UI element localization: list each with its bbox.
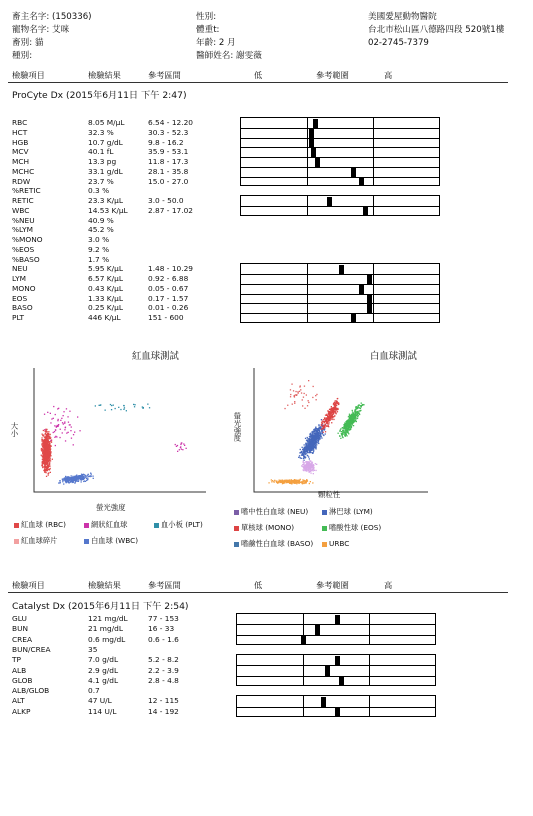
legend-label: 嗜酸性球 (EOS) bbox=[329, 523, 382, 532]
legend-swatch bbox=[14, 539, 19, 544]
col-range: 參考區間 bbox=[148, 70, 181, 80]
row-divider bbox=[241, 284, 439, 285]
test-name: %MONO bbox=[12, 235, 43, 244]
test-name: WBC bbox=[12, 205, 30, 215]
test-result: 40.9 % bbox=[88, 215, 114, 225]
legend-item bbox=[322, 539, 349, 548]
sex: 性別: bbox=[196, 12, 217, 22]
test-name: EOS bbox=[12, 293, 28, 303]
scatter-cluster bbox=[41, 429, 53, 477]
test-name: GLOB bbox=[12, 675, 33, 685]
test-name: CREA bbox=[12, 634, 33, 644]
range-bar-group bbox=[236, 613, 436, 645]
test-name: BUN bbox=[12, 624, 29, 634]
test-range: 151 - 600 bbox=[148, 313, 184, 322]
result-marker bbox=[315, 158, 320, 167]
test-range: 6.54 - 12.20 bbox=[148, 118, 193, 127]
legend-item bbox=[234, 539, 313, 548]
test-name: LYM bbox=[12, 274, 27, 283]
row-divider bbox=[237, 665, 435, 666]
range-bar-group bbox=[236, 654, 436, 686]
rbc-scatter-plot bbox=[30, 366, 208, 496]
legend-swatch bbox=[322, 526, 327, 531]
test-result: 5.95 K/µL bbox=[88, 264, 123, 274]
legend-item bbox=[322, 507, 373, 516]
col-range-2: 參考區間 bbox=[148, 580, 181, 590]
procyte-title: ProCyte Dx (2015年6月11日 下午 2:47) bbox=[12, 90, 187, 101]
legend-item bbox=[234, 507, 308, 516]
test-result: 1.33 K/µL bbox=[88, 293, 123, 303]
legend-item bbox=[322, 523, 381, 532]
legend-item bbox=[84, 520, 127, 529]
row-divider bbox=[237, 676, 435, 677]
species: 畜別: 貓 bbox=[12, 38, 44, 48]
owner-name: 畜主名字: (150336) bbox=[12, 12, 92, 22]
test-range: 30.3 - 52.3 bbox=[148, 127, 189, 137]
plot-axes bbox=[34, 368, 206, 492]
test-result: 114 U/L bbox=[88, 706, 117, 716]
test-result: 45.2 % bbox=[88, 225, 114, 235]
test-range: 28.1 - 35.8 bbox=[148, 166, 189, 176]
col-high-2: 高 bbox=[384, 580, 393, 590]
rbc-plot-title: 紅血球測試 bbox=[132, 351, 179, 362]
test-name: RDW bbox=[12, 176, 31, 186]
legend-label: 網狀紅血球 bbox=[91, 520, 128, 529]
test-name: %LYM bbox=[12, 225, 34, 235]
test-name: PLT bbox=[12, 313, 25, 322]
test-range: 14 - 192 bbox=[148, 706, 179, 716]
legend-swatch bbox=[84, 539, 89, 544]
result-marker bbox=[321, 697, 326, 706]
test-result: 13.3 pg bbox=[88, 157, 117, 166]
test-result: 10.7 g/dL bbox=[88, 137, 123, 147]
range-bar-group bbox=[240, 263, 440, 323]
legend-swatch bbox=[234, 510, 239, 515]
legend-swatch bbox=[84, 523, 89, 528]
legend-swatch bbox=[234, 542, 239, 547]
test-range: 9.8 - 16.2 bbox=[148, 137, 184, 147]
row-divider bbox=[241, 147, 439, 148]
legend-label: 單核球 (MONO) bbox=[241, 523, 295, 532]
test-range: 16 - 33 bbox=[148, 624, 175, 634]
result-marker bbox=[359, 178, 364, 187]
row-divider bbox=[241, 177, 439, 178]
test-range: 2.87 - 17.02 bbox=[148, 205, 193, 215]
legend-label: 血小板 (PLT) bbox=[161, 520, 203, 529]
scatter-cluster bbox=[321, 398, 340, 433]
test-result: 3.0 % bbox=[88, 235, 110, 244]
test-name: ALKP bbox=[12, 706, 31, 716]
scatter-cluster bbox=[44, 406, 81, 446]
test-result: 32.3 % bbox=[88, 127, 114, 137]
result-marker bbox=[351, 168, 356, 177]
result-marker bbox=[367, 304, 372, 313]
row-divider bbox=[241, 167, 439, 168]
test-result: 23.7 % bbox=[88, 176, 114, 186]
test-range: 0.92 - 6.88 bbox=[148, 274, 189, 283]
test-name: GLU bbox=[12, 614, 27, 623]
legend-label: 嗜中性白血球 (NEU) bbox=[241, 507, 309, 516]
result-marker bbox=[315, 625, 320, 634]
test-result: 1.7 % bbox=[88, 254, 110, 264]
col-low-2: 低 bbox=[254, 580, 263, 590]
row-divider bbox=[241, 294, 439, 295]
test-result: 0.3 % bbox=[88, 186, 110, 196]
scatter-cluster bbox=[284, 380, 317, 409]
test-result: 446 K/µL bbox=[88, 313, 121, 322]
test-result: 35 bbox=[88, 644, 98, 654]
col-result: 檢驗結果 bbox=[88, 70, 121, 80]
row-divider bbox=[241, 303, 439, 304]
result-marker bbox=[359, 285, 364, 294]
test-result: 0.6 mg/dL bbox=[88, 634, 126, 644]
legend-swatch bbox=[322, 510, 327, 515]
result-marker bbox=[335, 656, 340, 665]
legend-label: 白血球 (WBC) bbox=[91, 536, 139, 545]
wbc-ylabel: 螢光強度 bbox=[233, 412, 242, 442]
row-divider bbox=[241, 274, 439, 275]
plot-axes bbox=[254, 368, 428, 492]
col-ref-2: 參考範圍 bbox=[316, 580, 349, 590]
clinic-address: 台北市松山區八德路四段 520號1樓 bbox=[368, 25, 505, 35]
test-result: 2.9 g/dL bbox=[88, 665, 119, 675]
col-item: 檢驗項目 bbox=[12, 70, 45, 80]
test-name: BUN/CREA bbox=[12, 644, 51, 654]
clinic-phone: 02-2745-7379 bbox=[368, 38, 429, 48]
catalyst-title: Catalyst Dx (2015年6月11日 下午 2:54) bbox=[12, 601, 189, 612]
test-result: 14.53 K/µL bbox=[88, 205, 128, 215]
wbc-scatter-plot bbox=[250, 366, 430, 496]
test-range: 0.17 - 1.57 bbox=[148, 293, 189, 303]
test-range: 11.8 - 17.3 bbox=[148, 157, 189, 166]
test-range: 2.8 - 4.8 bbox=[148, 675, 179, 685]
legend-swatch bbox=[14, 523, 19, 528]
result-marker bbox=[367, 295, 372, 304]
test-result: 33.1 g/dL bbox=[88, 166, 123, 176]
range-bar-group bbox=[240, 195, 440, 216]
row-divider bbox=[241, 128, 439, 129]
test-name: ALB bbox=[12, 665, 27, 675]
test-result: 121 mg/dL bbox=[88, 614, 128, 623]
test-result: 0.25 K/µL bbox=[88, 303, 123, 313]
scatter-cluster bbox=[95, 404, 151, 412]
result-marker bbox=[339, 265, 344, 274]
test-result: 40.1 fL bbox=[88, 147, 114, 157]
legend-swatch bbox=[234, 526, 239, 531]
legend-item bbox=[84, 536, 138, 545]
result-marker bbox=[313, 119, 318, 128]
test-name: MCV bbox=[12, 147, 29, 157]
row-divider bbox=[241, 313, 439, 314]
row-divider bbox=[241, 138, 439, 139]
legend-item bbox=[14, 520, 66, 529]
test-result: 23.3 K/µL bbox=[88, 196, 123, 205]
legend-item bbox=[154, 520, 203, 529]
header-rule-2 bbox=[8, 592, 508, 593]
test-name: HCT bbox=[12, 127, 28, 137]
result-marker bbox=[325, 666, 330, 675]
scatter-cluster bbox=[268, 479, 313, 485]
result-marker bbox=[309, 139, 314, 148]
col-item-2: 檢驗項目 bbox=[12, 580, 45, 590]
test-name: %RETIC bbox=[12, 186, 41, 196]
result-marker bbox=[309, 129, 314, 138]
result-marker bbox=[335, 708, 340, 717]
header-rule bbox=[8, 82, 508, 83]
scatter-cluster bbox=[175, 442, 187, 452]
test-result: 4.1 g/dL bbox=[88, 675, 119, 685]
test-range: 77 - 153 bbox=[148, 614, 179, 623]
wbc-xlabel: 顆粒性 bbox=[318, 490, 341, 499]
row-divider bbox=[241, 157, 439, 158]
legend-label: 淋巴球 (LYM) bbox=[329, 507, 373, 516]
scatter-cluster bbox=[301, 460, 317, 474]
legend-swatch bbox=[154, 523, 159, 528]
pet-name: 寵物名字: 艾咪 bbox=[12, 25, 70, 35]
test-name: MCHC bbox=[12, 166, 35, 176]
breed: 種別: bbox=[12, 51, 33, 61]
legend-swatch bbox=[322, 542, 327, 547]
legend-label: 紅血球碎片 bbox=[21, 536, 58, 545]
row-divider bbox=[241, 206, 439, 207]
legend-label: 嗜鹼性白血球 (BASO) bbox=[241, 539, 314, 548]
row-divider bbox=[237, 635, 435, 636]
legend-label: 紅血球 (RBC) bbox=[21, 520, 66, 529]
range-bar-group bbox=[236, 695, 436, 717]
test-name: HGB bbox=[12, 137, 29, 147]
range-divider bbox=[369, 655, 370, 685]
scatter-cluster bbox=[338, 403, 365, 440]
test-result: 0.43 K/µL bbox=[88, 283, 123, 293]
weight: 體重t: bbox=[196, 25, 220, 35]
legend-label: URBC bbox=[329, 539, 350, 548]
legend-item bbox=[234, 523, 294, 532]
test-name: ALT bbox=[12, 696, 25, 706]
result-marker bbox=[335, 615, 340, 624]
test-name: %NEU bbox=[12, 215, 35, 225]
test-name: RETIC bbox=[12, 196, 34, 205]
doctor-name: 醫師姓名: 謝雯薇 bbox=[196, 51, 262, 61]
test-range: 35.9 - 53.1 bbox=[148, 147, 189, 157]
clinic-name: 美國愛屋動物醫院 bbox=[368, 12, 437, 22]
col-high: 高 bbox=[384, 70, 393, 80]
result-marker bbox=[301, 636, 306, 645]
test-range: 3.0 - 50.0 bbox=[148, 196, 184, 205]
test-result: 9.2 % bbox=[88, 244, 110, 254]
test-name: %EOS bbox=[12, 244, 35, 254]
result-marker bbox=[327, 197, 332, 206]
wbc-plot-title: 白血球測試 bbox=[370, 351, 417, 362]
test-range: 5.2 - 8.2 bbox=[148, 655, 179, 665]
test-result: 8.05 M/µL bbox=[88, 118, 125, 127]
test-range: 0.6 - 1.6 bbox=[148, 634, 179, 644]
rbc-ylabel: 大小 bbox=[10, 422, 19, 437]
scatter-cluster bbox=[58, 473, 94, 485]
rbc-xlabel: 螢光強度 bbox=[96, 503, 126, 512]
test-name: ALB/GLOB bbox=[12, 686, 50, 696]
test-result: 7.0 g/dL bbox=[88, 655, 119, 665]
range-bar-group bbox=[240, 117, 440, 186]
range-divider bbox=[369, 614, 370, 644]
test-range: 0.05 - 0.67 bbox=[148, 283, 189, 293]
col-low: 低 bbox=[254, 70, 263, 80]
test-result: 0.7 bbox=[88, 686, 100, 696]
result-marker bbox=[367, 275, 372, 284]
test-result: 21 mg/dL bbox=[88, 624, 123, 634]
test-name: RBC bbox=[12, 118, 28, 127]
test-range: 2.2 - 3.9 bbox=[148, 665, 179, 675]
test-name: MONO bbox=[12, 283, 36, 293]
range-divider bbox=[303, 655, 304, 685]
col-result-2: 檢驗結果 bbox=[88, 580, 121, 590]
test-result: 47 U/L bbox=[88, 696, 112, 706]
legend-item bbox=[14, 536, 57, 545]
test-range: 15.0 - 27.0 bbox=[148, 176, 189, 186]
test-range: 1.48 - 10.29 bbox=[148, 264, 193, 274]
test-name: BASO bbox=[12, 303, 33, 313]
age: 年齡: 2 月 bbox=[196, 38, 236, 48]
test-name: MCH bbox=[12, 157, 30, 166]
result-marker bbox=[339, 677, 344, 686]
result-marker bbox=[311, 148, 316, 157]
test-range: 12 - 115 bbox=[148, 696, 179, 706]
col-ref: 參考範圍 bbox=[316, 70, 349, 80]
result-marker bbox=[351, 314, 356, 323]
test-result: 6.57 K/µL bbox=[88, 274, 123, 283]
test-name: NEU bbox=[12, 264, 28, 274]
result-marker bbox=[363, 207, 368, 216]
test-range: 0.01 - 0.26 bbox=[148, 303, 189, 313]
row-divider bbox=[237, 624, 435, 625]
test-name: TP bbox=[12, 655, 21, 665]
test-name: %BASO bbox=[12, 254, 40, 264]
